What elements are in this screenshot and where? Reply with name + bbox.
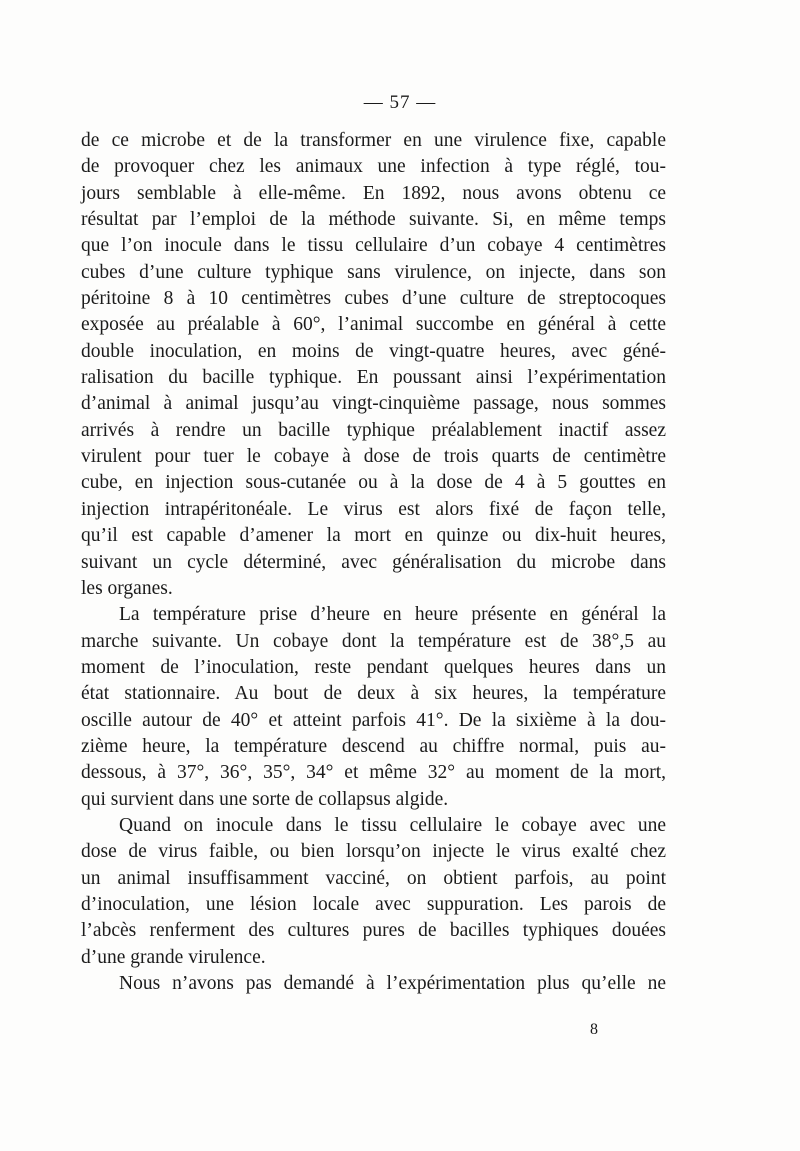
text-line: zième heure, la température descend au chiffre normal, puis au- <box>81 735 666 757</box>
text-line: résultat par l’emploi de la méthode suivante. Si, en même temps <box>81 209 666 231</box>
text-line: de ce microbe et de la transformer en une virulence fixe, capable <box>81 130 666 151</box>
text-line: d’inoculation, une lésion locale avec suppuration. Les parois de <box>81 893 666 915</box>
signature-mark: 8 <box>590 1021 598 1038</box>
text-line: d’une grande virulence. <box>81 946 266 968</box>
text-line: ralisation du bacille typhique. En poussant ainsi l’expérimentation <box>81 367 666 389</box>
page-number: — 57 — <box>363 92 437 113</box>
text-line: moment de l’inoculation, reste pendant quelques heures dans un <box>81 656 666 678</box>
text-line: Nous n’avons pas demandé à l’expérimentation plus qu’elle ne <box>119 973 666 994</box>
text-line: dessous, à 37°, 36°, 35°, 34° et même 32° au moment de la mort, <box>81 762 666 784</box>
text-line: l’abcès renferment des cultures pures de bacilles typhiques douées <box>81 920 666 942</box>
text-line: suivant un cycle déterminé, avec généralisation du microbe dans <box>81 551 666 573</box>
text-line: arrivés à rendre un bacille typhique préalablement inactif assez <box>81 419 666 441</box>
text-line: exposée au préalable à 60°, l’animal succombe en général à cette <box>81 314 666 336</box>
text-line: péritoine 8 à 10 centimètres cubes d’une culture de streptocoques <box>81 288 666 310</box>
text-line: double inoculation, en moins de vingt-quatre heures, avec géné- <box>81 340 666 362</box>
text-line: virulent pour tuer le cobaye à dose de trois quarts de centimètre <box>81 446 666 468</box>
text-line: oscille autour de 40° et atteint parfois 41°. De la sixième à la dou- <box>81 709 666 731</box>
text-line: cubes d’une culture typhique sans virulence, on injecte, dans son <box>81 261 666 283</box>
text-line: marche suivante. Un cobaye dont la température est de 38°,5 au <box>81 630 666 652</box>
text-line: dose de virus faible, ou bien lorsqu’on injecte le virus exalté chez <box>81 841 666 863</box>
text-line: La température prise d’heure en heure présente en général la <box>119 604 666 626</box>
text-line: que l’on inocule dans le tissu cellulaire d’un cobaye 4 centimètres <box>81 235 666 257</box>
text-line: qui survient dans une sorte de collapsus algide. <box>81 788 449 810</box>
text-line: Quand on inocule dans le tissu cellulaire le cobaye avec une <box>119 814 666 836</box>
text-line: un animal insuffisamment vacciné, on obtient parfois, au point <box>81 867 666 889</box>
body-text <box>81 128 666 997</box>
text-line: qu’il est capable d’amener la mort en quinze ou dix-huit heures, <box>81 525 666 547</box>
text-line: d’animal à animal jusqu’au vingt-cinquième passage, nous sommes <box>81 393 666 415</box>
text-line: cube, en injection sous-cutanée ou à la dose de 4 à 5 gouttes en <box>81 472 666 494</box>
text-line: état stationnaire. Au bout de deux à six heures, la température <box>81 683 666 705</box>
text-line: injection intrapéritonéale. Le virus est alors fixé de façon telle, <box>81 498 666 520</box>
text-line: les organes. <box>81 577 173 599</box>
text-line: jours semblable à elle-même. En 1892, nous avons obtenu ce <box>81 182 666 204</box>
text-line: de provoquer chez les animaux une infection à type réglé, tou- <box>81 156 666 178</box>
